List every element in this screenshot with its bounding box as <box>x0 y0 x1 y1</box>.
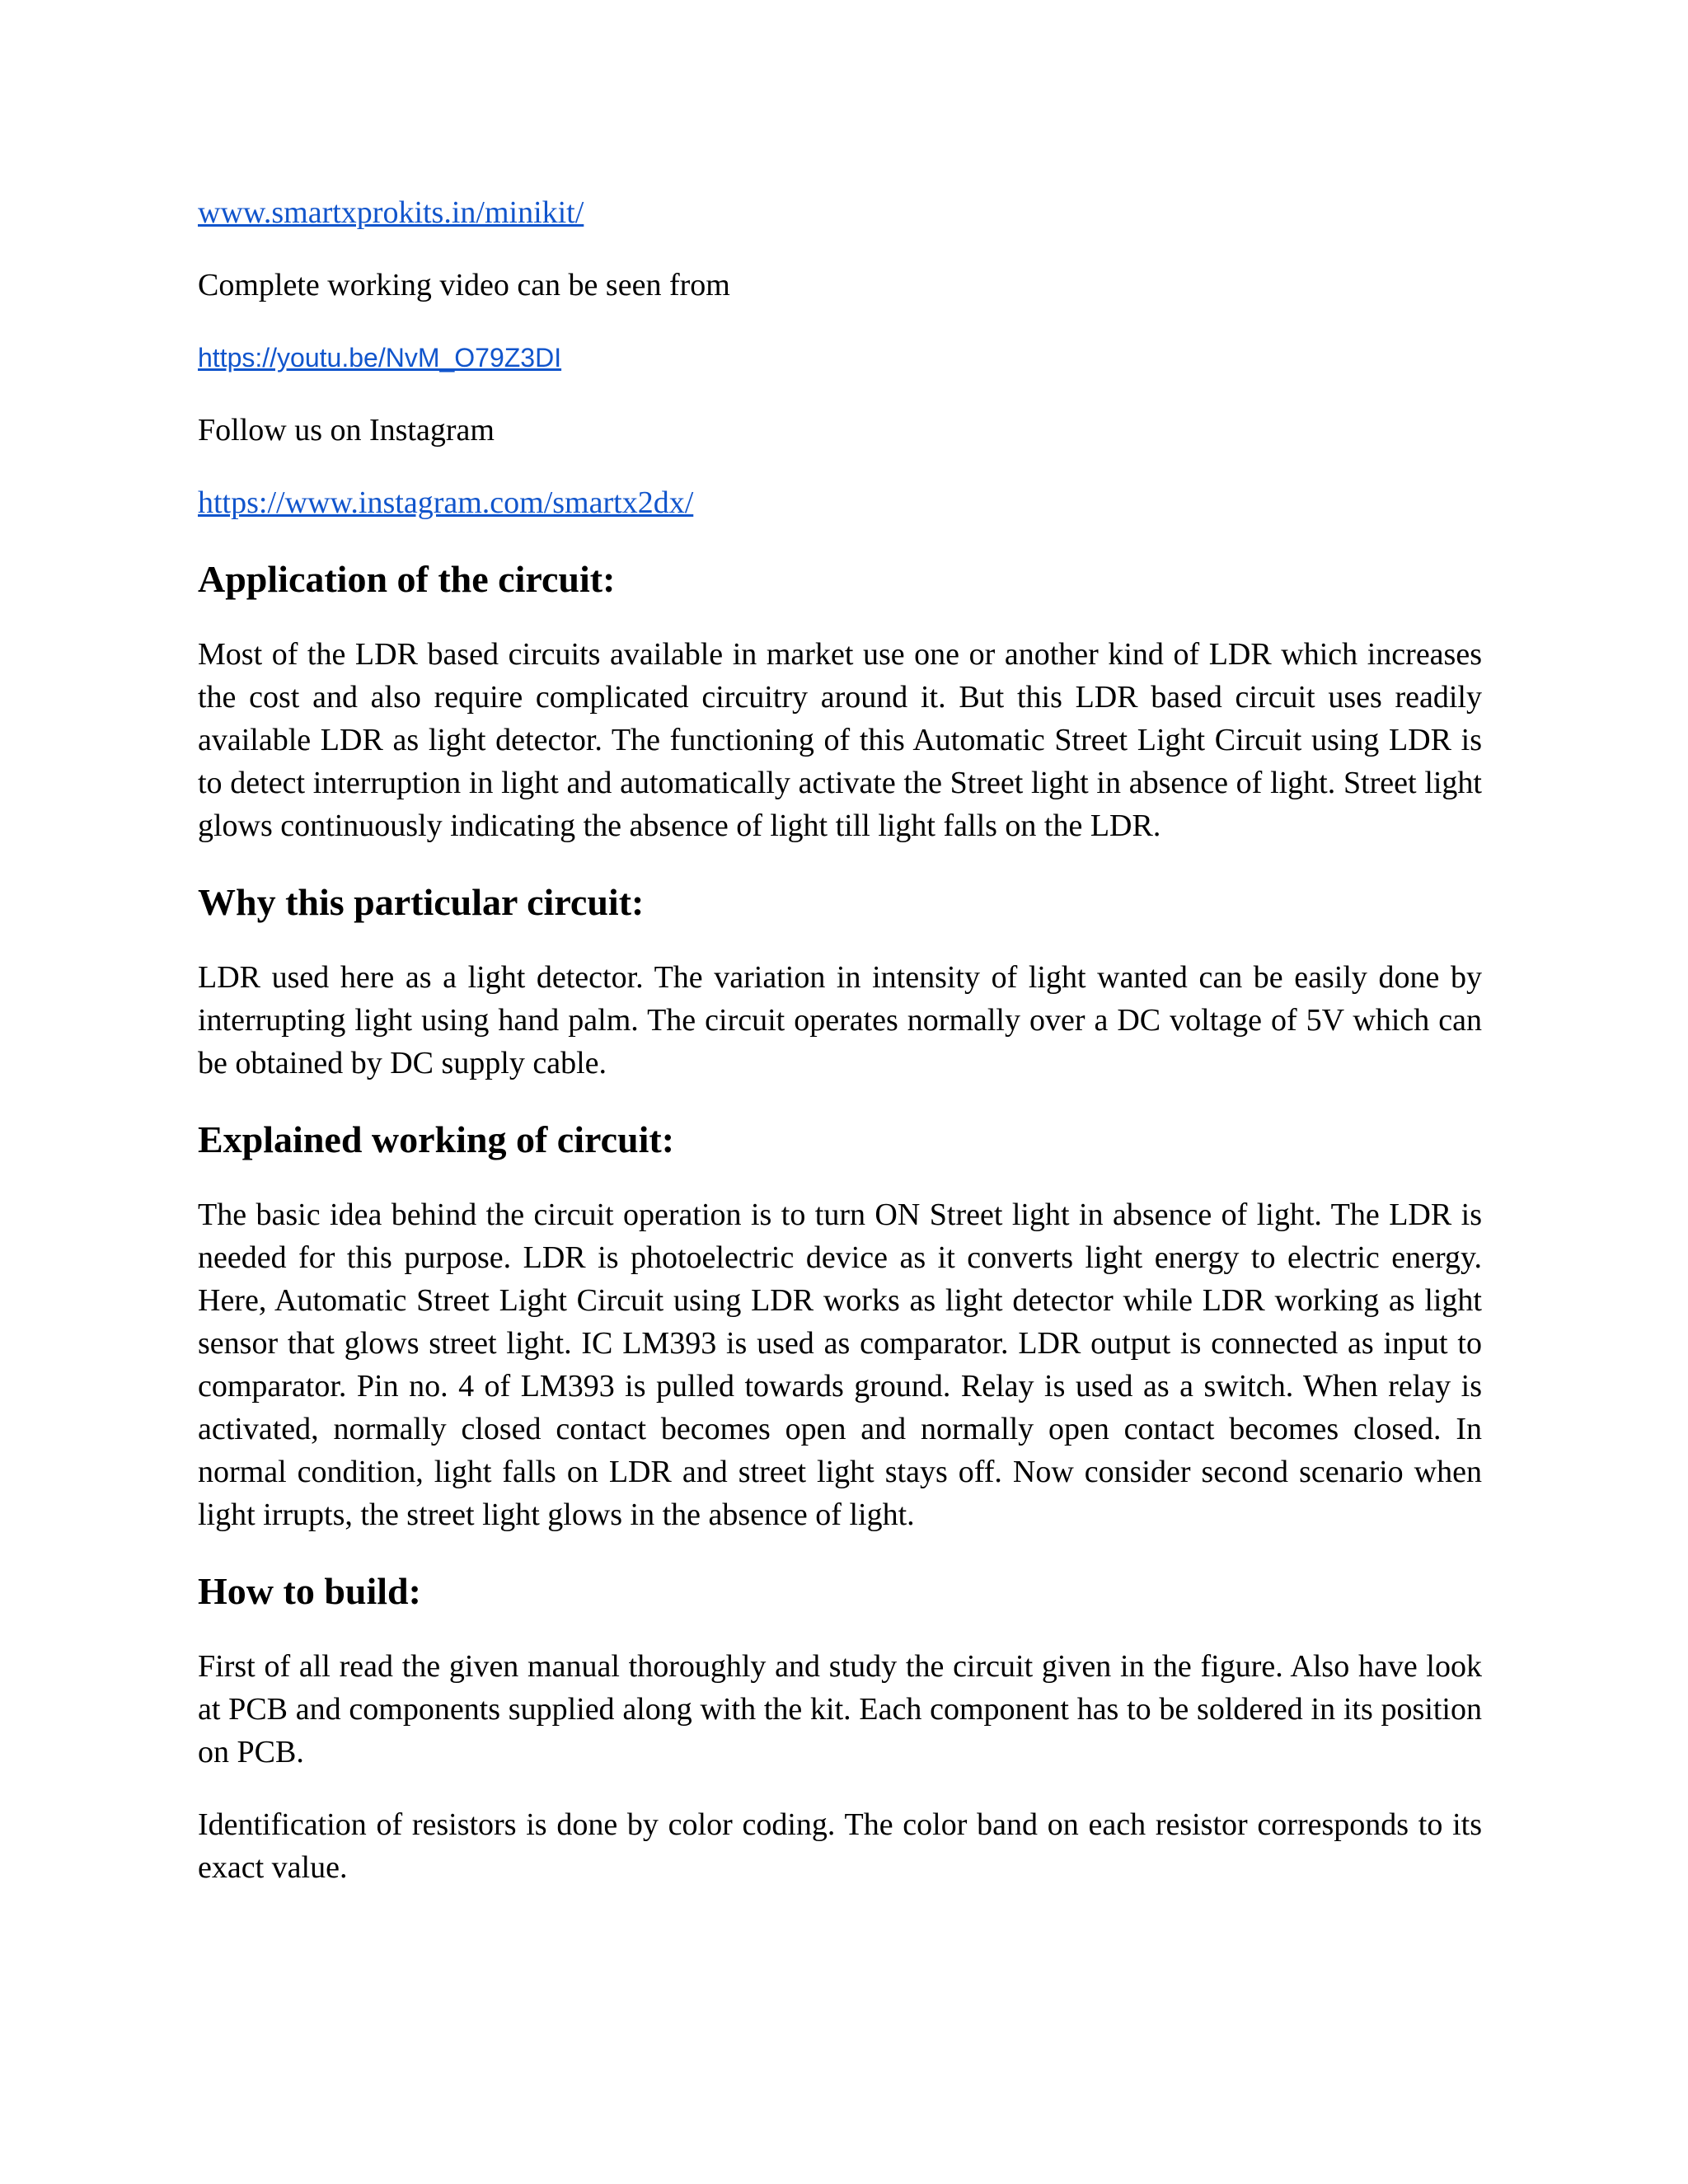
video-intro-text: Complete working video can be seen from <box>198 268 730 302</box>
build-paragraph-1: First of all read the given manual thoroughly and study the circuit given in the figure. Also have look at PCB and components supplied along with the kit. Each component has to be soldered in its position on PCB. <box>198 1649 1482 1769</box>
document-content <box>198 191 1482 1919</box>
application-paragraph: Most of the LDR based circuits available in market use one or another kind of LDR which increases the cost and also require complicated circuitry around it. But this LDR based circuit uses readily available LDR as light detector. The functioning of this Automatic Street Light Circuit using LDR is to detect interruption in light and automatically activate the Street light in absence of light. Street light glows continuously indicating the absence of light till light falls on the LDR. <box>198 637 1482 843</box>
application-heading: Application of the circuit: <box>198 558 616 600</box>
minikit-link[interactable]: www.smartxprokits.in/minikit/ <box>198 195 584 230</box>
working-paragraph: The basic idea behind the circuit operation is to turn ON Street light in absence of light. The LDR is needed for this purpose. LDR is photoelectric device as it converts light energy to electric energy. Here, Automatic Street Light Circuit using LDR works as light detector while LDR working as light sensor that glows street light. IC LM393 is used as comparator. LDR output is connected as input to comparator. Pin no. 4 of LM393 is pulled towards ground. Relay is used as a switch. When relay is activated, normally closed contact becomes open and normally open contact becomes closed. In normal condition, light falls on LDR and street light stays off. Now consider second scenario when light irrupts, the street light glows in the absence of light. <box>198 1197 1482 1532</box>
instagram-link[interactable]: https://www.instagram.com/smartx2dx/ <box>198 485 694 520</box>
youtube-link[interactable]: https://youtu.be/NvM_O79Z3DI <box>198 343 562 373</box>
why-paragraph: LDR used here as a light detector. The variation in intensity of light wanted can be easily done by interrupting light using hand palm. The circuit operates normally over a DC voltage of 5V which can be obtained by DC supply cable. <box>198 960 1482 1080</box>
build-heading: How to build: <box>198 1570 421 1612</box>
why-heading: Why this particular circuit: <box>198 881 645 923</box>
build-paragraph-2: Identification of resistors is done by color coding. The color band on each resistor corresponds to its exact value. <box>198 1807 1482 1885</box>
working-heading: Explained working of circuit: <box>198 1118 675 1160</box>
instagram-intro-text: Follow us on Instagram <box>198 413 495 448</box>
